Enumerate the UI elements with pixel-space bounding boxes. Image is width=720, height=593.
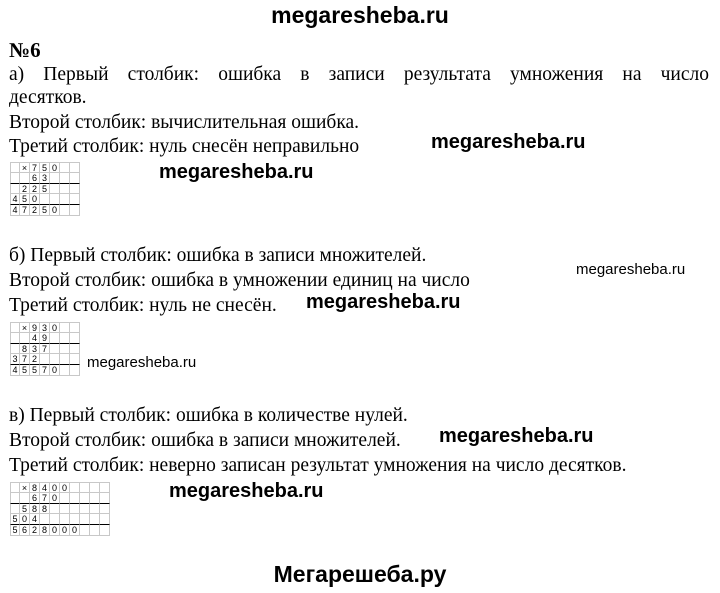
grid-cell (70, 514, 80, 525)
grid-row (10, 514, 110, 525)
grid-cell (100, 493, 110, 504)
grid-cell (70, 344, 80, 355)
watermark: megaresheba.ru (439, 425, 594, 447)
grid-cell (20, 173, 30, 184)
grid-cell: 5 (20, 365, 30, 376)
grid-cell (60, 354, 70, 365)
grid-cell: 0 (70, 525, 80, 536)
grid-cell: 6 (30, 493, 40, 504)
grid-cell: 7 (40, 365, 50, 376)
grid-cell (90, 514, 100, 525)
grid-cell (60, 322, 70, 333)
grid-cell (70, 493, 80, 504)
grid-row (10, 504, 110, 515)
grid-cell (10, 162, 20, 173)
grid-cell (50, 344, 60, 355)
grid-cell (60, 504, 70, 515)
grid-cell (60, 514, 70, 525)
grid-row (10, 525, 110, 536)
grid-cell: 2 (30, 354, 40, 365)
grid-cell (10, 344, 20, 355)
grid-cell: 2 (20, 184, 30, 195)
site-header[interactable]: megaresheba.ru (271, 2, 449, 28)
grid-row (10, 493, 110, 504)
grid-cell: 9 (40, 333, 50, 344)
grid-cell: 3 (30, 344, 40, 355)
grid-cell (20, 333, 30, 344)
grid-cell: × (20, 162, 30, 173)
grid-row (10, 333, 80, 344)
grid-row (10, 162, 80, 173)
grid-cell (70, 194, 80, 205)
grid-cell: 5 (40, 162, 50, 173)
grid-cell: 5 (10, 525, 20, 536)
grid-cell (50, 514, 60, 525)
grid-row (10, 482, 110, 493)
grid-cell: 7 (40, 344, 50, 355)
grid-cell (40, 514, 50, 525)
grid-cell (10, 504, 20, 515)
grid-cell (80, 493, 90, 504)
grid-cell (70, 322, 80, 333)
part-c-line-2: Второй столбик: ошибка в записи множителей. (9, 430, 401, 451)
part-a-line-1: а) Первый столбик: ошибка в записи результата умножения на число (9, 64, 709, 85)
grid-cell: 3 (10, 354, 20, 365)
grid-cell (60, 333, 70, 344)
grid-cell: 7 (30, 162, 40, 173)
grid-cell (90, 482, 100, 493)
grid-cell: 7 (20, 354, 30, 365)
grid-row (10, 344, 80, 355)
grid-cell (70, 482, 80, 493)
task-number: №6 (9, 38, 41, 62)
grid-cell (70, 162, 80, 173)
grid-cell: 8 (30, 504, 40, 515)
grid-cell: 4 (30, 514, 40, 525)
grid-cell: 4 (10, 365, 20, 376)
grid-cell: 2 (30, 184, 40, 195)
grid-cell: 5 (20, 504, 30, 515)
site-footer[interactable]: Мегарешеба.ру (273, 561, 447, 587)
part-a-line-2: десятков. (9, 87, 87, 108)
grid-cell (100, 504, 110, 515)
multiplication-grid-a (10, 162, 80, 216)
part-b-line-2: Второй столбик: ошибка в умножении единиц на число (9, 270, 470, 291)
watermark: megaresheba.ru (169, 480, 324, 502)
grid-cell (70, 205, 80, 216)
watermark: megaresheba.ru (431, 131, 586, 153)
grid-cell: 0 (50, 525, 60, 536)
grid-cell (80, 482, 90, 493)
grid-cell: 8 (20, 344, 30, 355)
grid-row (10, 184, 80, 195)
grid-cell (70, 184, 80, 195)
grid-cell: × (20, 322, 30, 333)
grid-cell: 0 (50, 322, 60, 333)
grid-cell: 7 (40, 493, 50, 504)
grid-cell (10, 173, 20, 184)
grid-row (10, 205, 80, 216)
grid-cell: × (20, 482, 30, 493)
grid-cell: 5 (20, 194, 30, 205)
grid-cell (100, 514, 110, 525)
grid-cell (80, 504, 90, 515)
grid-cell (90, 493, 100, 504)
grid-cell (20, 493, 30, 504)
grid-cell: 0 (50, 365, 60, 376)
grid-cell (60, 493, 70, 504)
grid-cell: 0 (50, 205, 60, 216)
grid-cell: 3 (40, 322, 50, 333)
grid-cell: 6 (30, 173, 40, 184)
grid-cell (50, 194, 60, 205)
grid-cell (60, 194, 70, 205)
grid-cell (40, 194, 50, 205)
grid-cell (70, 354, 80, 365)
multiplication-grid-c (10, 482, 110, 536)
part-a-line-3: Второй столбик: вычислительная ошибка. (9, 112, 360, 133)
grid-row (10, 365, 80, 376)
grid-cell: 0 (50, 482, 60, 493)
grid-cell (90, 525, 100, 536)
grid-cell: 9 (30, 322, 40, 333)
grid-cell (100, 525, 110, 536)
grid-cell (50, 333, 60, 344)
part-c-line-3: Третий столбик: неверно записан результат умножения на число десятков. (9, 455, 627, 476)
grid-cell (10, 333, 20, 344)
grid-cell: 5 (10, 514, 20, 525)
grid-cell (60, 344, 70, 355)
grid-row (10, 194, 80, 205)
grid-row (10, 173, 80, 184)
grid-row (10, 354, 80, 365)
grid-cell: 4 (40, 482, 50, 493)
grid-cell (50, 184, 60, 195)
grid-cell (60, 365, 70, 376)
grid-cell (50, 354, 60, 365)
grid-cell: 5 (30, 365, 40, 376)
grid-cell: 8 (40, 504, 50, 515)
grid-cell (70, 365, 80, 376)
grid-cell (10, 493, 20, 504)
grid-cell (70, 504, 80, 515)
grid-cell (10, 482, 20, 493)
grid-cell (80, 514, 90, 525)
multiplication-grid-b (10, 322, 80, 376)
grid-cell: 5 (40, 184, 50, 195)
grid-cell (100, 482, 110, 493)
grid-cell: 0 (60, 525, 70, 536)
watermark: megaresheba.ru (87, 354, 197, 371)
grid-cell (60, 162, 70, 173)
grid-cell: 4 (10, 194, 20, 205)
grid-cell: 8 (40, 525, 50, 536)
grid-cell: 8 (30, 482, 40, 493)
grid-cell: 5 (40, 205, 50, 216)
grid-cell: 2 (30, 525, 40, 536)
grid-cell: 4 (30, 333, 40, 344)
grid-cell (60, 205, 70, 216)
grid-cell (70, 173, 80, 184)
grid-cell: 0 (30, 194, 40, 205)
grid-cell: 0 (20, 514, 30, 525)
grid-cell (70, 333, 80, 344)
grid-cell (50, 173, 60, 184)
grid-cell: 7 (20, 205, 30, 216)
grid-cell (60, 184, 70, 195)
grid-cell (80, 525, 90, 536)
watermark: megaresheba.ru (159, 161, 314, 183)
part-c-line-1: в) Первый столбик: ошибка в количестве нулей. (9, 405, 408, 426)
grid-cell (40, 354, 50, 365)
part-a-line-4: Третий столбик: нуль снесён неправильно (9, 136, 360, 157)
grid-cell (50, 504, 60, 515)
grid-cell: 0 (50, 493, 60, 504)
grid-cell: 6 (20, 525, 30, 536)
part-b-line-3: Третий столбик: нуль не снесён. (9, 295, 277, 316)
grid-cell (10, 184, 20, 195)
watermark: megaresheba.ru (306, 291, 461, 313)
watermark: megaresheba.ru (576, 261, 686, 278)
grid-cell: 0 (50, 162, 60, 173)
grid-cell (90, 504, 100, 515)
grid-cell: 2 (30, 205, 40, 216)
grid-cell (10, 322, 20, 333)
grid-cell: 4 (10, 205, 20, 216)
grid-cell (60, 173, 70, 184)
grid-cell: 3 (40, 173, 50, 184)
part-b-line-1: б) Первый столбик: ошибка в записи множителей. (9, 245, 427, 266)
grid-row (10, 322, 80, 333)
grid-cell: 0 (60, 482, 70, 493)
